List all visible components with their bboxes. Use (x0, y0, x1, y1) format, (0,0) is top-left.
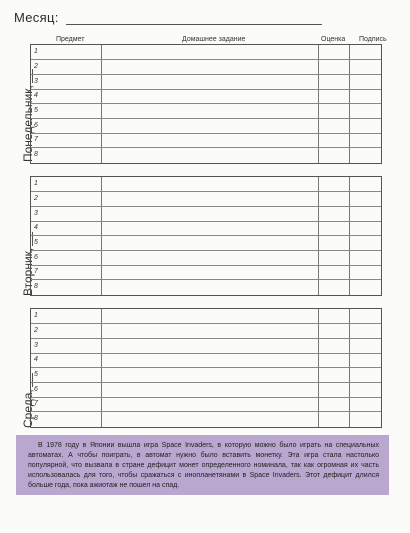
table-row[interactable] (31, 324, 381, 339)
row-number: 1 (34, 312, 38, 319)
table-row[interactable] (31, 236, 381, 251)
table-row[interactable] (31, 221, 381, 236)
row-number: 2 (34, 327, 38, 334)
row-number: 7 (34, 136, 38, 143)
row-number: 4 (34, 356, 38, 363)
col-header-homework: Домашнее задание (182, 36, 246, 43)
day-name: Среда, (21, 389, 35, 428)
row-number: 6 (34, 386, 38, 393)
table-row[interactable] (31, 280, 381, 294)
day-name: Вторник, (21, 247, 35, 296)
row-number: 1 (34, 48, 38, 55)
row-number: 3 (34, 210, 38, 217)
row-number: 2 (34, 195, 38, 202)
table-row[interactable] (31, 60, 381, 75)
fact-box (16, 435, 389, 495)
table-row[interactable] (31, 353, 381, 368)
row-number: 8 (34, 151, 38, 158)
row-number: 4 (34, 92, 38, 99)
table-row[interactable] (31, 368, 381, 383)
table-row[interactable] (31, 75, 381, 90)
row-number: 7 (34, 400, 38, 407)
table-row[interactable] (31, 89, 381, 104)
day-block-tuesday (30, 176, 382, 296)
table-row[interactable] (31, 397, 381, 412)
table-row[interactable] (31, 265, 381, 280)
table-row[interactable] (31, 251, 381, 266)
day-name: Понедельник, (21, 85, 35, 162)
table-row[interactable] (31, 133, 381, 148)
fact-text: В 1978 году в Японии вышла игра Space Invaders, в которую можно было играть на специальных автоматах. А чтобы поиграть, в автомат нужно было вставить монетку. Эта игра стала настолько популярной, что вызвала в стране дефицит монет определенного номинала, так как огромная их часть использовалась для того, чтобы сражаться с инопланетянами в Space Invaders. Этот дефицит длился больше года, пока ажиотаж не пошел на спад. (28, 442, 379, 489)
row-number: 6 (34, 254, 38, 261)
row-number: 5 (34, 371, 38, 378)
day-block-wednesday (30, 308, 382, 428)
row-number: 4 (34, 224, 38, 231)
month-label: Месяц: (14, 10, 59, 25)
row-number: 8 (34, 415, 38, 422)
table-row[interactable] (31, 177, 381, 192)
table-row[interactable] (31, 412, 381, 426)
row-number: 2 (34, 63, 38, 70)
row-number: 5 (34, 107, 38, 114)
col-header-signature: Подпись (359, 36, 387, 43)
day-block-monday (30, 44, 382, 164)
row-number: 3 (34, 342, 38, 349)
table-row[interactable] (31, 339, 381, 354)
table-row[interactable] (31, 148, 381, 162)
table-row[interactable] (31, 207, 381, 222)
row-number: 5 (34, 239, 38, 246)
table-row[interactable] (31, 383, 381, 398)
table-row[interactable] (31, 192, 381, 207)
col-header-grade: Оценка (321, 36, 346, 43)
table-row[interactable] (31, 309, 381, 324)
col-header-subject: Предмет (56, 36, 85, 43)
table-row[interactable] (31, 104, 381, 119)
row-number: 3 (34, 78, 38, 85)
row-number: 8 (34, 283, 38, 290)
row-number: 6 (34, 122, 38, 129)
table-row[interactable] (31, 45, 381, 60)
table-row[interactable] (31, 119, 381, 134)
month-line[interactable] (66, 24, 322, 25)
row-number: 1 (34, 180, 38, 187)
row-number: 7 (34, 268, 38, 275)
